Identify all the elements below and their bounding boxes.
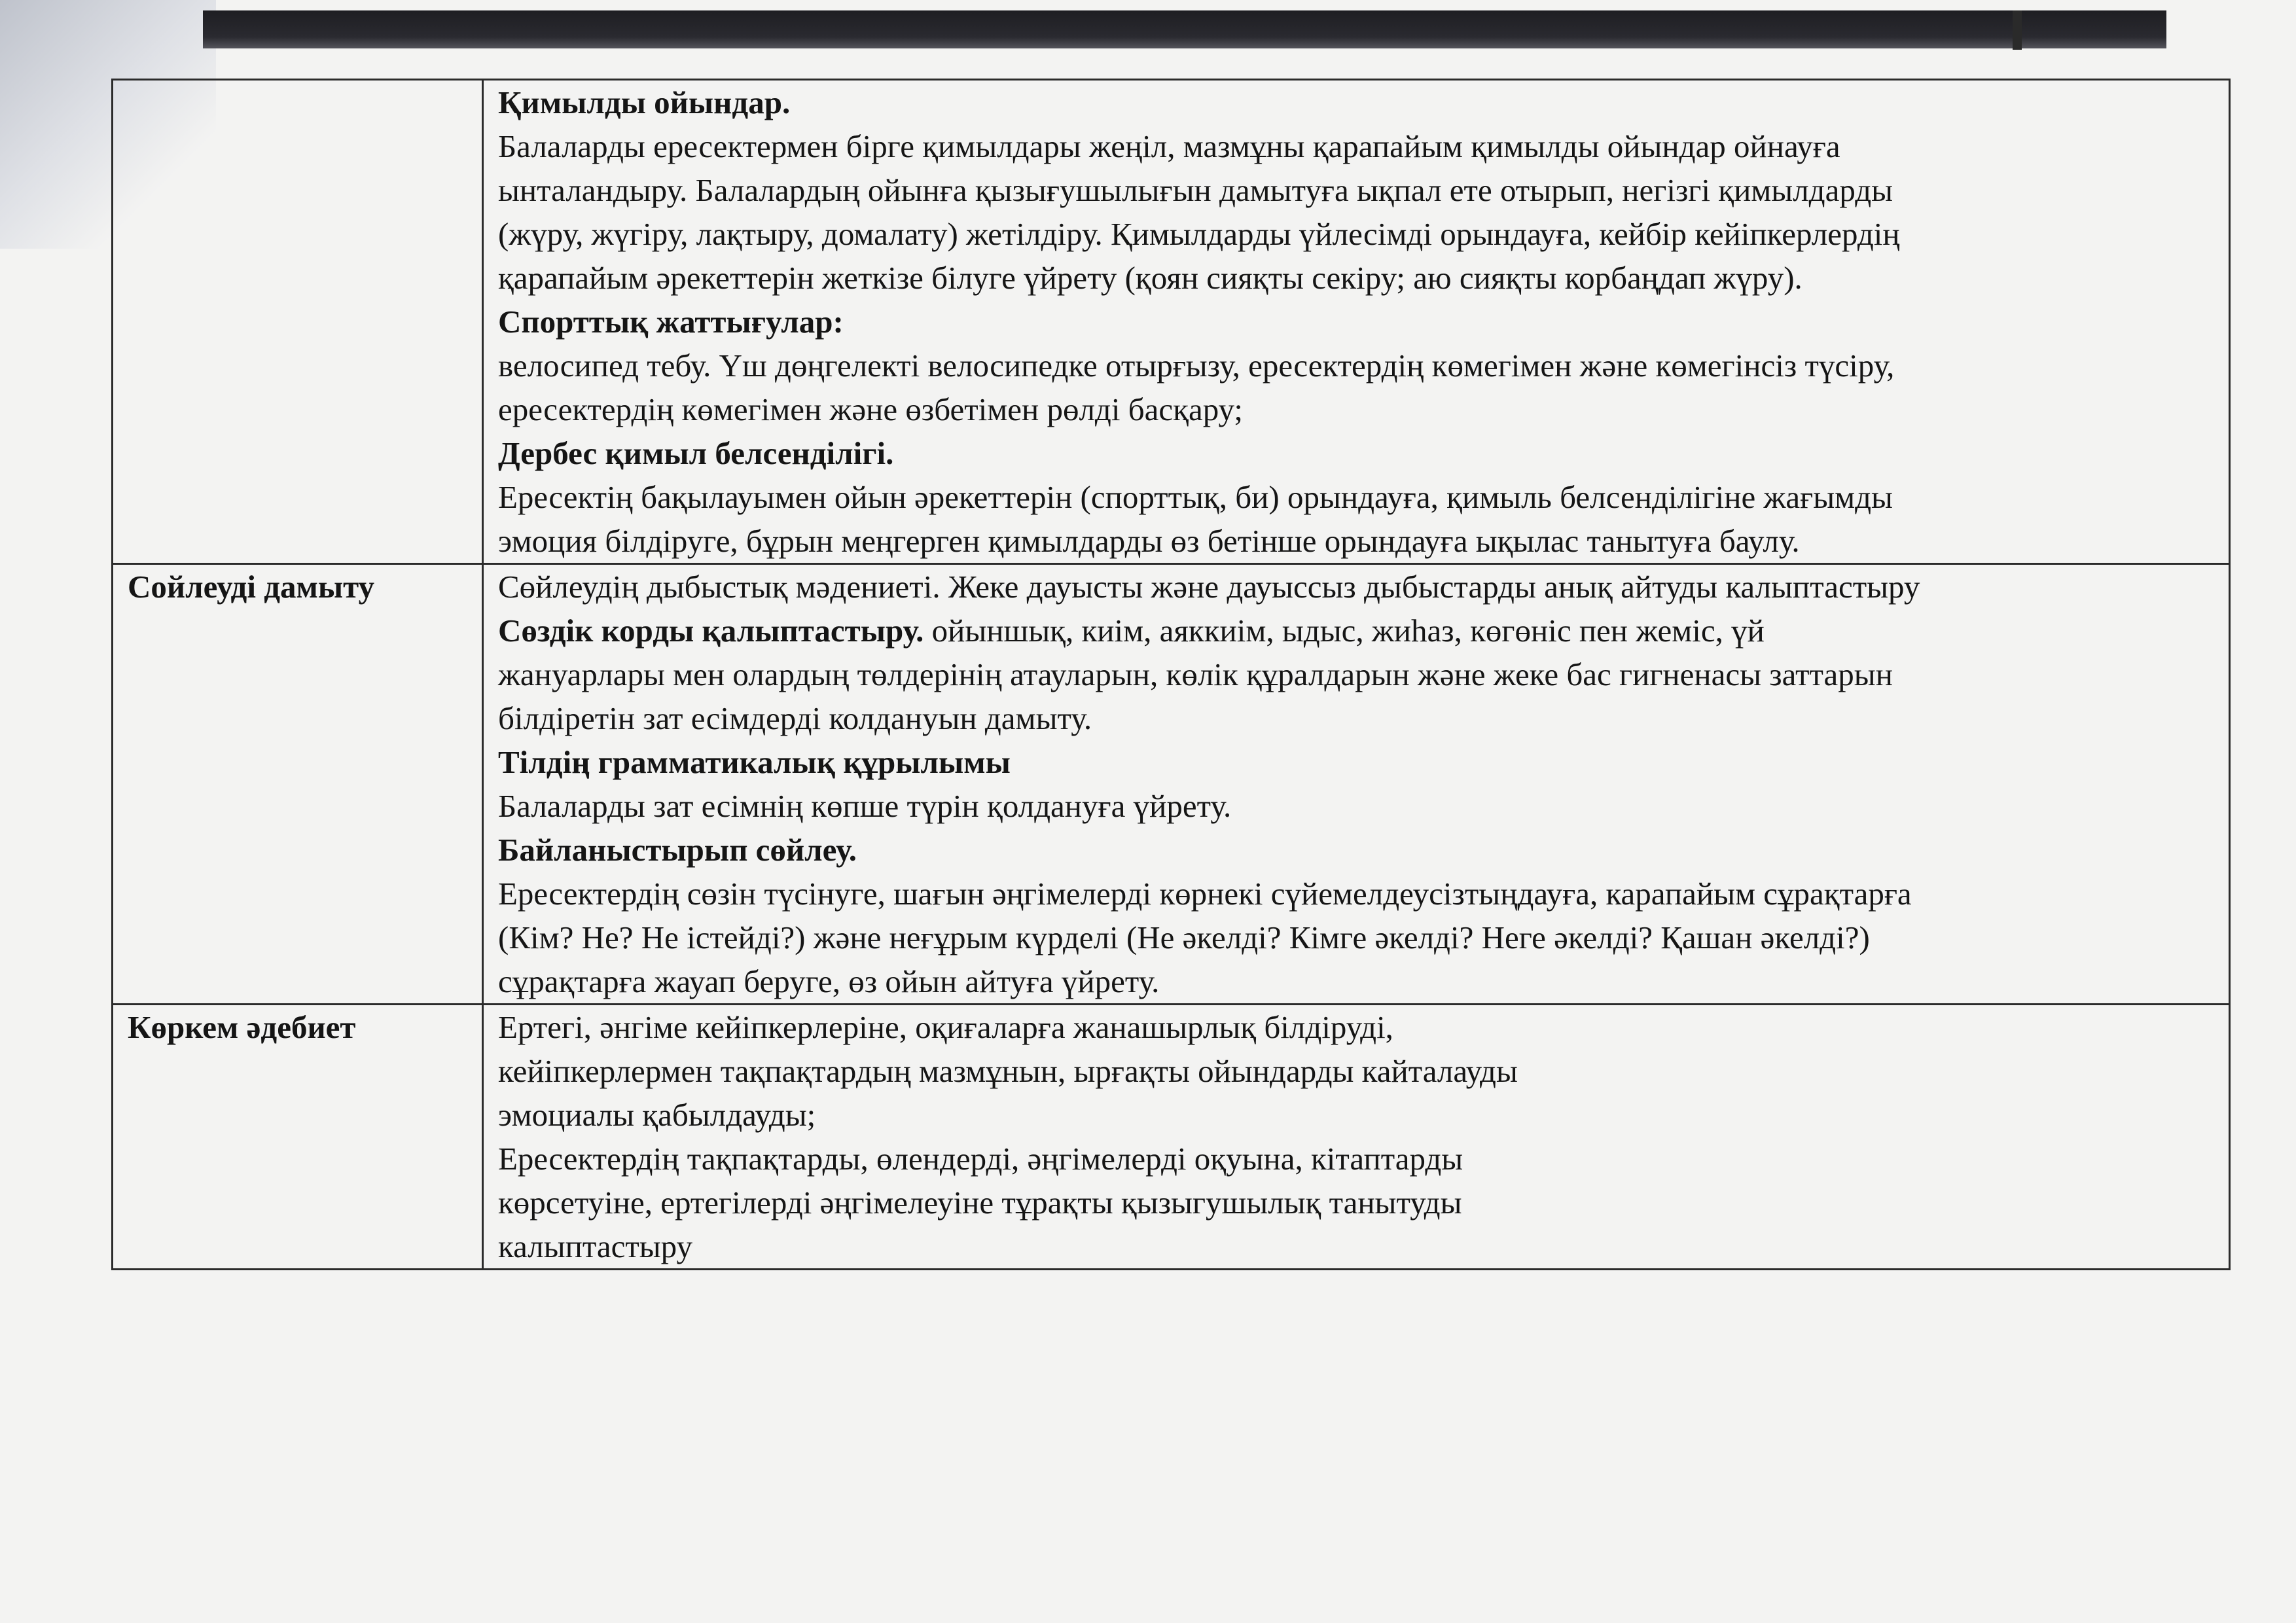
body-text: көрсетуіне, ертегілерді әңгімелеуіне тұрақты қызыгушылық танытуды: [498, 1185, 1462, 1221]
row-label: [113, 80, 483, 564]
row-content: [483, 80, 2230, 564]
text-line: [498, 1137, 2229, 1181]
row-content: [483, 1005, 2230, 1270]
body-text: кейіпкерлермен тақпақтардың мазмұнын, ырғақты ойындарды кайталауды: [498, 1053, 1518, 1089]
bold-heading: Спорттық жаттығулар:: [498, 304, 844, 340]
body-text: сұрақтарға жауап беруге, өз ойын айтуға үйрету.: [498, 963, 1160, 999]
text-line: [498, 431, 2229, 475]
body-text: Ересектердің тақпақтарды, өлендерді, әңгімелерді оқуына, кітаптарды: [498, 1141, 1463, 1177]
text-line: [498, 1005, 2229, 1049]
body-text: Ересектердің сөзін түсінуге, шағын әңгімелерді көрнекі сүйемелдеусізтыңдауға, карапайым сұрақтарға: [498, 876, 1912, 912]
body-text: эмоциалы қабылдауды;: [498, 1097, 816, 1133]
row-label: Сойлеуді дамыту: [113, 564, 483, 1005]
text-line: [498, 80, 2229, 124]
row-label: Көркем әдебиет: [113, 1005, 483, 1270]
bold-heading: Байланыстырып сөйлеу.: [498, 832, 857, 868]
text-line: [498, 1093, 2229, 1137]
text-line: [498, 212, 2229, 256]
bold-heading: Тілдің грамматикалық құрылымы: [498, 744, 1011, 780]
table-row: [113, 80, 2230, 564]
row-content: [483, 564, 2230, 1005]
bold-heading: Дербес қимыл белсенділігі.: [498, 435, 894, 471]
bold-heading: Қимылды ойындар.: [498, 84, 791, 120]
text-line: [498, 916, 2229, 959]
text-line: [498, 519, 2229, 563]
text-line: [498, 1181, 2229, 1224]
body-text: Ертегі, әнгіме кейіпкерлеріне, оқиғаларға жанашырлық білдіруді,: [498, 1009, 1393, 1045]
text-line: [498, 609, 2229, 652]
body-text: (Кім? Не? Не істейді?) және неғұрым күрделі (Не әкелді? Кімге әкелді? Неге әкелді? Қашан әкелді?): [498, 919, 1870, 955]
body-text: ойыншық, киім, аяккиім, ыдыс, жиһаз, көгөніс пен жеміс, үй: [924, 613, 1765, 649]
text-line: [498, 565, 2229, 609]
body-text: Ересектің бақылауымен ойын әрекеттерін (спорттық, би) орындауға, қимыль белсенділігіне жағымды: [498, 479, 1893, 515]
body-text: велосипед тебу. Үш дөңгелекті велосипедке отырғызу, ересектердің көмегімен және көмегінсіз түсіру,: [498, 348, 1895, 383]
text-line: [498, 344, 2229, 387]
text-line: [498, 1224, 2229, 1268]
text-line: [498, 740, 2229, 784]
body-text: ынталандыру. Балалардың ойынға қызығушылығын дамытуға ықпал ете отырып, негізгі қимылдарды: [498, 172, 1893, 208]
body-text: калыптастыру: [498, 1228, 693, 1264]
text-line: [498, 696, 2229, 740]
body-text: (жүру, жүгіру, лақтыру, домалату) жетілдіру. Қимылдарды үйлесімді орындауға, кейбір кейіпкерлердің: [498, 216, 1900, 252]
text-line: [498, 475, 2229, 519]
text-line: [498, 300, 2229, 344]
text-line: [498, 256, 2229, 300]
text-line: [498, 168, 2229, 212]
table-row: [113, 1005, 2230, 1270]
text-line: [498, 872, 2229, 916]
body-text: Балаларды ересектермен бірге қимылдары жеңіл, мазмұны қарапайым қимылды ойындар ойнауға: [498, 128, 1840, 164]
text-line: [498, 828, 2229, 872]
curriculum-table: [111, 79, 2231, 1270]
text-line: [498, 784, 2229, 828]
text-line: [498, 1049, 2229, 1093]
body-text: Сөйлеудің дыбыстық мәдениеті. Жеке дауысты және дауыссыз дыбыстарды анық айтуды калыптастыру: [498, 569, 1920, 605]
table-row: [113, 564, 2230, 1005]
body-text: білдіретін зат есімдерді колдануын дамыту.: [498, 700, 1092, 736]
body-text: ересектердің көмегімен және өзбетімен рөлді басқару;: [498, 391, 1244, 427]
bold-heading: Сөздік корды қалыптастыру.: [498, 613, 924, 649]
body-text: қарапайым әрекеттерін жеткізе білуге үйрету (қоян сияқты секіру; аю сияқты корбаңдап жүру).: [498, 260, 1803, 296]
body-text: жануарлары мен олардың төлдерінің атауларын, көлік құралдарын және жеке бас гигненасы заттарын: [498, 656, 1893, 692]
text-line: [498, 124, 2229, 168]
body-text: эмоция білдіруге, бұрын меңгерген қимылдарды өз бетінше орындауға ықылас танытуға баулу.: [498, 523, 1800, 559]
text-line: [498, 652, 2229, 696]
text-line: [498, 387, 2229, 431]
text-line: [498, 959, 2229, 1003]
body-text: Балаларды зат есімнің көпше түрін қолдануға үйрету.: [498, 788, 1232, 824]
